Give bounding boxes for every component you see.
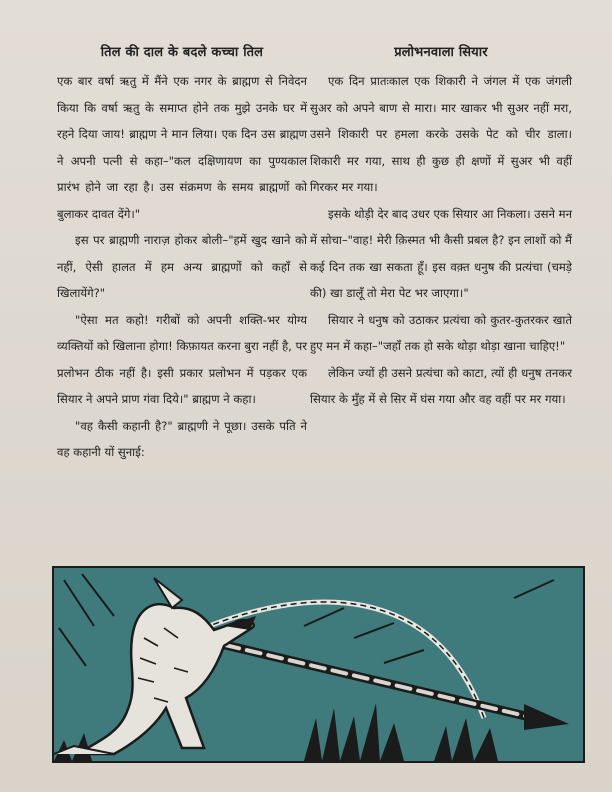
jackal-bow-illustration	[52, 566, 585, 763]
left-paragraph-1: एक बार वर्षा ऋतु में मैंने एक नगर के ब्राह्मण से निवेदन किया कि वर्षा ऋतु के समाप्त होने तक मुझे उनके घर में रहने दिया जाय! ब्राह्मण ने मान लिया। एक दिन उस ब्राह्मण ने अपनी पत्नी से कहा–"कल दक्षिणायण का पुण्यकाल प्रारंभ होने जा रहा है। उस संक्रमण के समय ब्राह्मणों को बुलाकर दावत देंगे।"	[57, 74, 307, 221]
right-paragraph-4: लेकिन ज्यों ही उसने प्रत्यंचा को काटा, त्यों ही धनुष तनकर सियार के मुँह में से सिर में घंस गया और वह वहीं पर मर गया।	[310, 365, 572, 406]
right-paragraph-3: सियार ने धनुष को उठाकर प्रत्यंचा को कुतर-कुतरकर खाते हुए मन में कहा–"जहाँ तक हो सके थोड़ा थोड़ा खाना चाहिए!"	[310, 312, 572, 353]
left-column	[57, 42, 307, 466]
left-paragraph-3: "ऐसा मत कहो! गरीबों को अपनी शक्ति-भर योग्य व्यक्तियों को खिलाना होगा! किफ़ायत करना बुरा नहीं है, पर प्रलोभन ठीक नहीं है। इसी प्रकार प्रलोभन में पड़कर एक सियार ने अपने प्राण गंवा दिये।" ब्राह्मण ने कहा।	[57, 312, 307, 406]
left-paragraph-2: इस पर ब्राह्मणी नाराज़ होकर बोली–"हमें खुद खाने को नहीं, ऐसी हालत में हम अन्य ब्राह्मणों को कहाँ से खिलायेंगे?"	[57, 233, 307, 300]
left-paragraph-4: "वह कैसी कहानी है?" ब्राह्मणी ने पूछा। उसके पति ने वह कहानी यों सुनाई:	[57, 418, 307, 459]
right-column	[310, 42, 572, 413]
illustration-svg	[54, 568, 583, 761]
right-paragraph-1: एक दिन प्रातःकाल एक शिकारी ने जंगल में एक जंगली सुअर को अपने बाण से मारा। मार खाकर भी सुअर नहीं मरा, उसने शिकारी पर हमला करके उसके पेट को चीर डाला। शिकारी मर गया, साथ ही कुछ ही क्षणों में सुअर भी वहीं गिरकर मर गया।	[310, 74, 572, 194]
right-paragraph-2: इसके थोड़ी देर बाद उधर एक सियार आ निकला। उसने मन में सोचा–"वाह! मेरी क़िस्मत भी कैसी प्रबल है? इन लाशों को मैं कई दिन तक खा सकता हूँ। इस वक़्त धनुष की प्रत्यंचा (चमड़े की) खा डालूँ तो मेरा पेट भर जाएगा।"	[310, 206, 572, 300]
right-story-title: प्रलोभनवाला सियार	[394, 45, 488, 60]
left-story-title: तिल की दाल के बदले कच्चा तिल	[100, 45, 264, 60]
